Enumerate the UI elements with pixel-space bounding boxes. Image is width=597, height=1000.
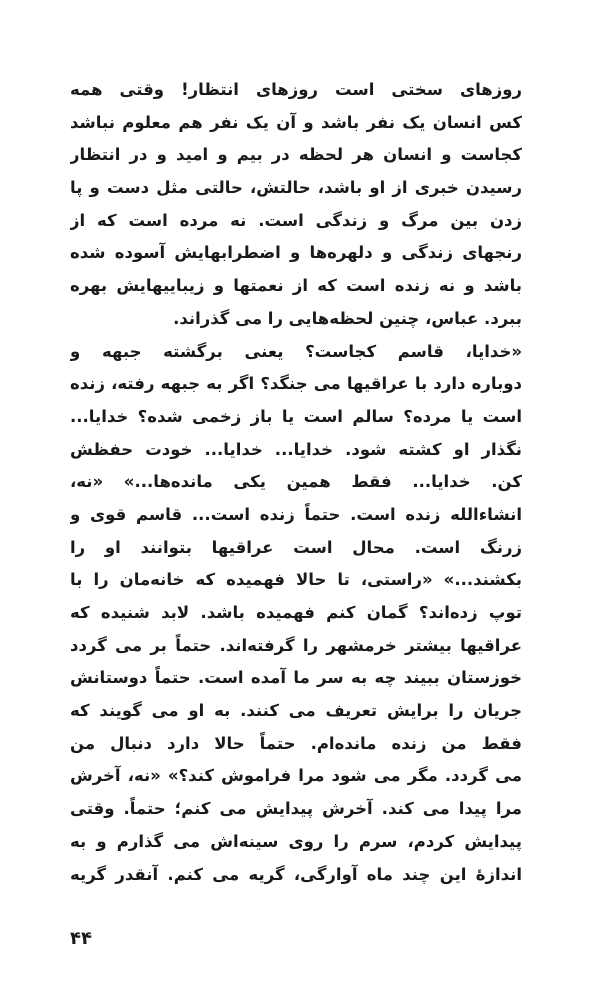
text-line: فقط من زنده مانده‌ام. حتماً حالا دارد دنبال من [70,733,522,753]
text-line: دوباره دارد با عراقیها می جنگد؟ اگر به جبهه رفته، زنده [70,374,522,394]
text-line: رسیدن خبری از او باشد، حالتش، حالتی مثل دست و پا [70,178,522,198]
page-number: ۴۴ [70,928,92,949]
text-line: می گردد. مگر می شود مرا فراموش کند؟» «نه، آخرش [70,766,522,786]
text-line: کن. خدایا... فقط همین یکی مانده‌ها...» «نه، [70,472,522,492]
text-line: «خدایا، قاسم کجاست؟ یعنی برگشته جبهه و [70,341,522,361]
text-line: باشد و نه زنده است که از نعمتها و زیباییهایش بهره [70,276,522,296]
text-line: زرنگ است. محال است عراقیها بتوانند او را [70,537,522,557]
text-line: عراقیها بیشتر خرمشهر را گرفته‌اند. حتماً بر می گردد [70,635,522,655]
text-line: کجاست و انسان هر لحظه در بیم و امید و در انتظار [70,145,522,165]
text-line: نگذار او کشته شود. خدایا... خدایا... خودت حفظش [70,439,522,459]
text-line: است یا مرده؟ سالم است یا باز زخمی شده؟ خدایا... [70,406,522,426]
text-line: زدن بین مرگ و زندگی است. نه مرده است که از [70,210,522,230]
text-line: انشاءالله زنده است. حتماً زنده است... قاسم قوی و [70,504,522,524]
text-line: روزهای سختی است روزهای انتظار! وقتی همه [70,80,522,99]
text-line: مرا پیدا می کند. آخرش پیدایش می کنم؛ حتماً. وقتی [70,799,522,819]
text-line: پیدایش کردم، سرم را روی سینه‌اش می گذارم و به [70,831,522,851]
text-line: بکشند...» «راستی، تا حالا فهمیده که خانه‌مان را با [70,570,522,590]
text-line: رنجهای زندگی و دلهره‌ها و اضطرابهایش آسوده شده [70,243,522,263]
body-text [70,74,522,891]
text-line: کس انسان یک نفر باشد و آن یک نفر هم معلوم نباشد [70,112,522,132]
text-line: توپ زده‌اند؟ گمان کنم فهمیده باشد. لابد شنیده که [70,603,522,622]
text-line: جریان را برایش تعریف می کنند. به او می گویند که [70,701,522,721]
text-line: خوزستان ببیند چه به سر ما آمده است. حتماً دوستانش [70,668,522,688]
text-line: اندازهٔ این چند ماه آوارگی، گریه می کنم. آنقدر گریه [70,864,522,884]
text-line: ببرد. عباس، چنین لحظه‌هایی را می گذراند. [173,308,522,328]
